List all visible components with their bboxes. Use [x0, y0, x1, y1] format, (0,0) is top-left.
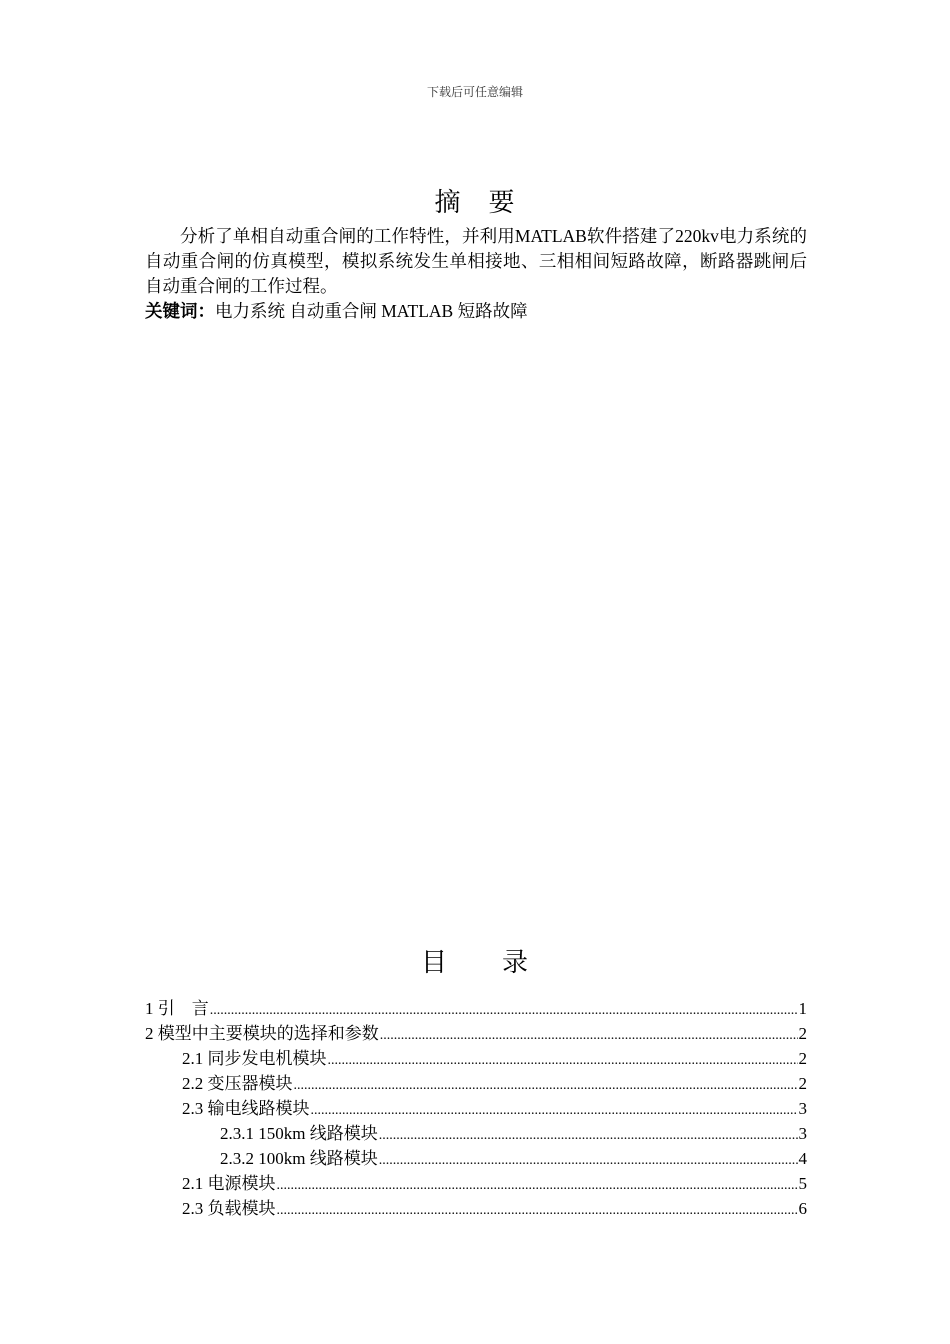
- table-of-contents: [145, 996, 807, 1221]
- toc-leader-dots: [210, 998, 798, 1023]
- toc-entry-text: 1 引 言: [145, 999, 209, 1018]
- abstract-paragraph: 分析了单相自动重合闸的工作特性，并利用MATLAB软件搭建了220kv电力系统的自动重合闸的仿真模型，模拟系统发生单相接地、三相相间短路故障，断路器跳闸后自动重合闸的工作过程。: [145, 226, 807, 296]
- toc-entry[interactable]: [145, 1046, 807, 1071]
- toc-entry-page: 1: [798, 999, 807, 1018]
- toc-entry-page: 4: [798, 1149, 807, 1168]
- keywords-label: 关键词：: [145, 301, 215, 321]
- toc-entry[interactable]: [145, 1121, 807, 1146]
- toc-entry-text: 2.3.1 150km 线路模块: [220, 1124, 378, 1143]
- toc-leader-dots: [328, 1048, 798, 1073]
- toc-entry[interactable]: [145, 996, 807, 1021]
- toc-leader-dots: [379, 1123, 798, 1148]
- toc-leader-dots: [311, 1098, 798, 1123]
- toc-leader-dots: [379, 1148, 798, 1173]
- toc-entry-page: 2: [798, 1049, 807, 1068]
- toc-entry-text: 2 模型中主要模块的选择和参数: [145, 1024, 379, 1043]
- keywords-line: [145, 299, 528, 324]
- abstract-body: [145, 224, 807, 299]
- toc-title: 目 录: [420, 948, 529, 978]
- abstract-title: 摘 要: [434, 188, 516, 218]
- toc-entry[interactable]: [145, 1096, 807, 1121]
- toc-entry-page: 5: [798, 1174, 807, 1193]
- toc-entry-text: 2.3 输电线路模块: [182, 1099, 310, 1118]
- toc-leader-dots: [380, 1023, 798, 1048]
- toc-leader-dots: [294, 1073, 798, 1098]
- toc-entry-page: 2: [798, 1024, 807, 1043]
- toc-entry[interactable]: [145, 1071, 807, 1096]
- page-header-note: 下载后可任意编辑: [426, 85, 523, 99]
- toc-entry[interactable]: [145, 1196, 807, 1221]
- toc-entry-text: 2.3 负载模块: [182, 1199, 276, 1218]
- toc-entry-text: 2.3.2 100km 线路模块: [220, 1149, 378, 1168]
- toc-entry-text: 2.2 变压器模块: [182, 1074, 293, 1093]
- toc-entry[interactable]: [145, 1171, 807, 1196]
- toc-entry[interactable]: [145, 1146, 807, 1171]
- toc-entry-text: 2.1 电源模块: [182, 1174, 276, 1193]
- toc-entry-page: 3: [798, 1099, 807, 1118]
- toc-entry[interactable]: [145, 1021, 807, 1046]
- keywords-value: 电力系统 自动重合闸 MATLAB 短路故障: [215, 301, 528, 321]
- toc-leader-dots: [277, 1198, 798, 1223]
- toc-entry-text: 2.1 同步发电机模块: [182, 1049, 327, 1068]
- toc-entry-page: 6: [798, 1199, 807, 1218]
- toc-entry-page: 2: [798, 1074, 807, 1093]
- toc-entry-page: 3: [798, 1124, 807, 1143]
- toc-leader-dots: [277, 1173, 798, 1198]
